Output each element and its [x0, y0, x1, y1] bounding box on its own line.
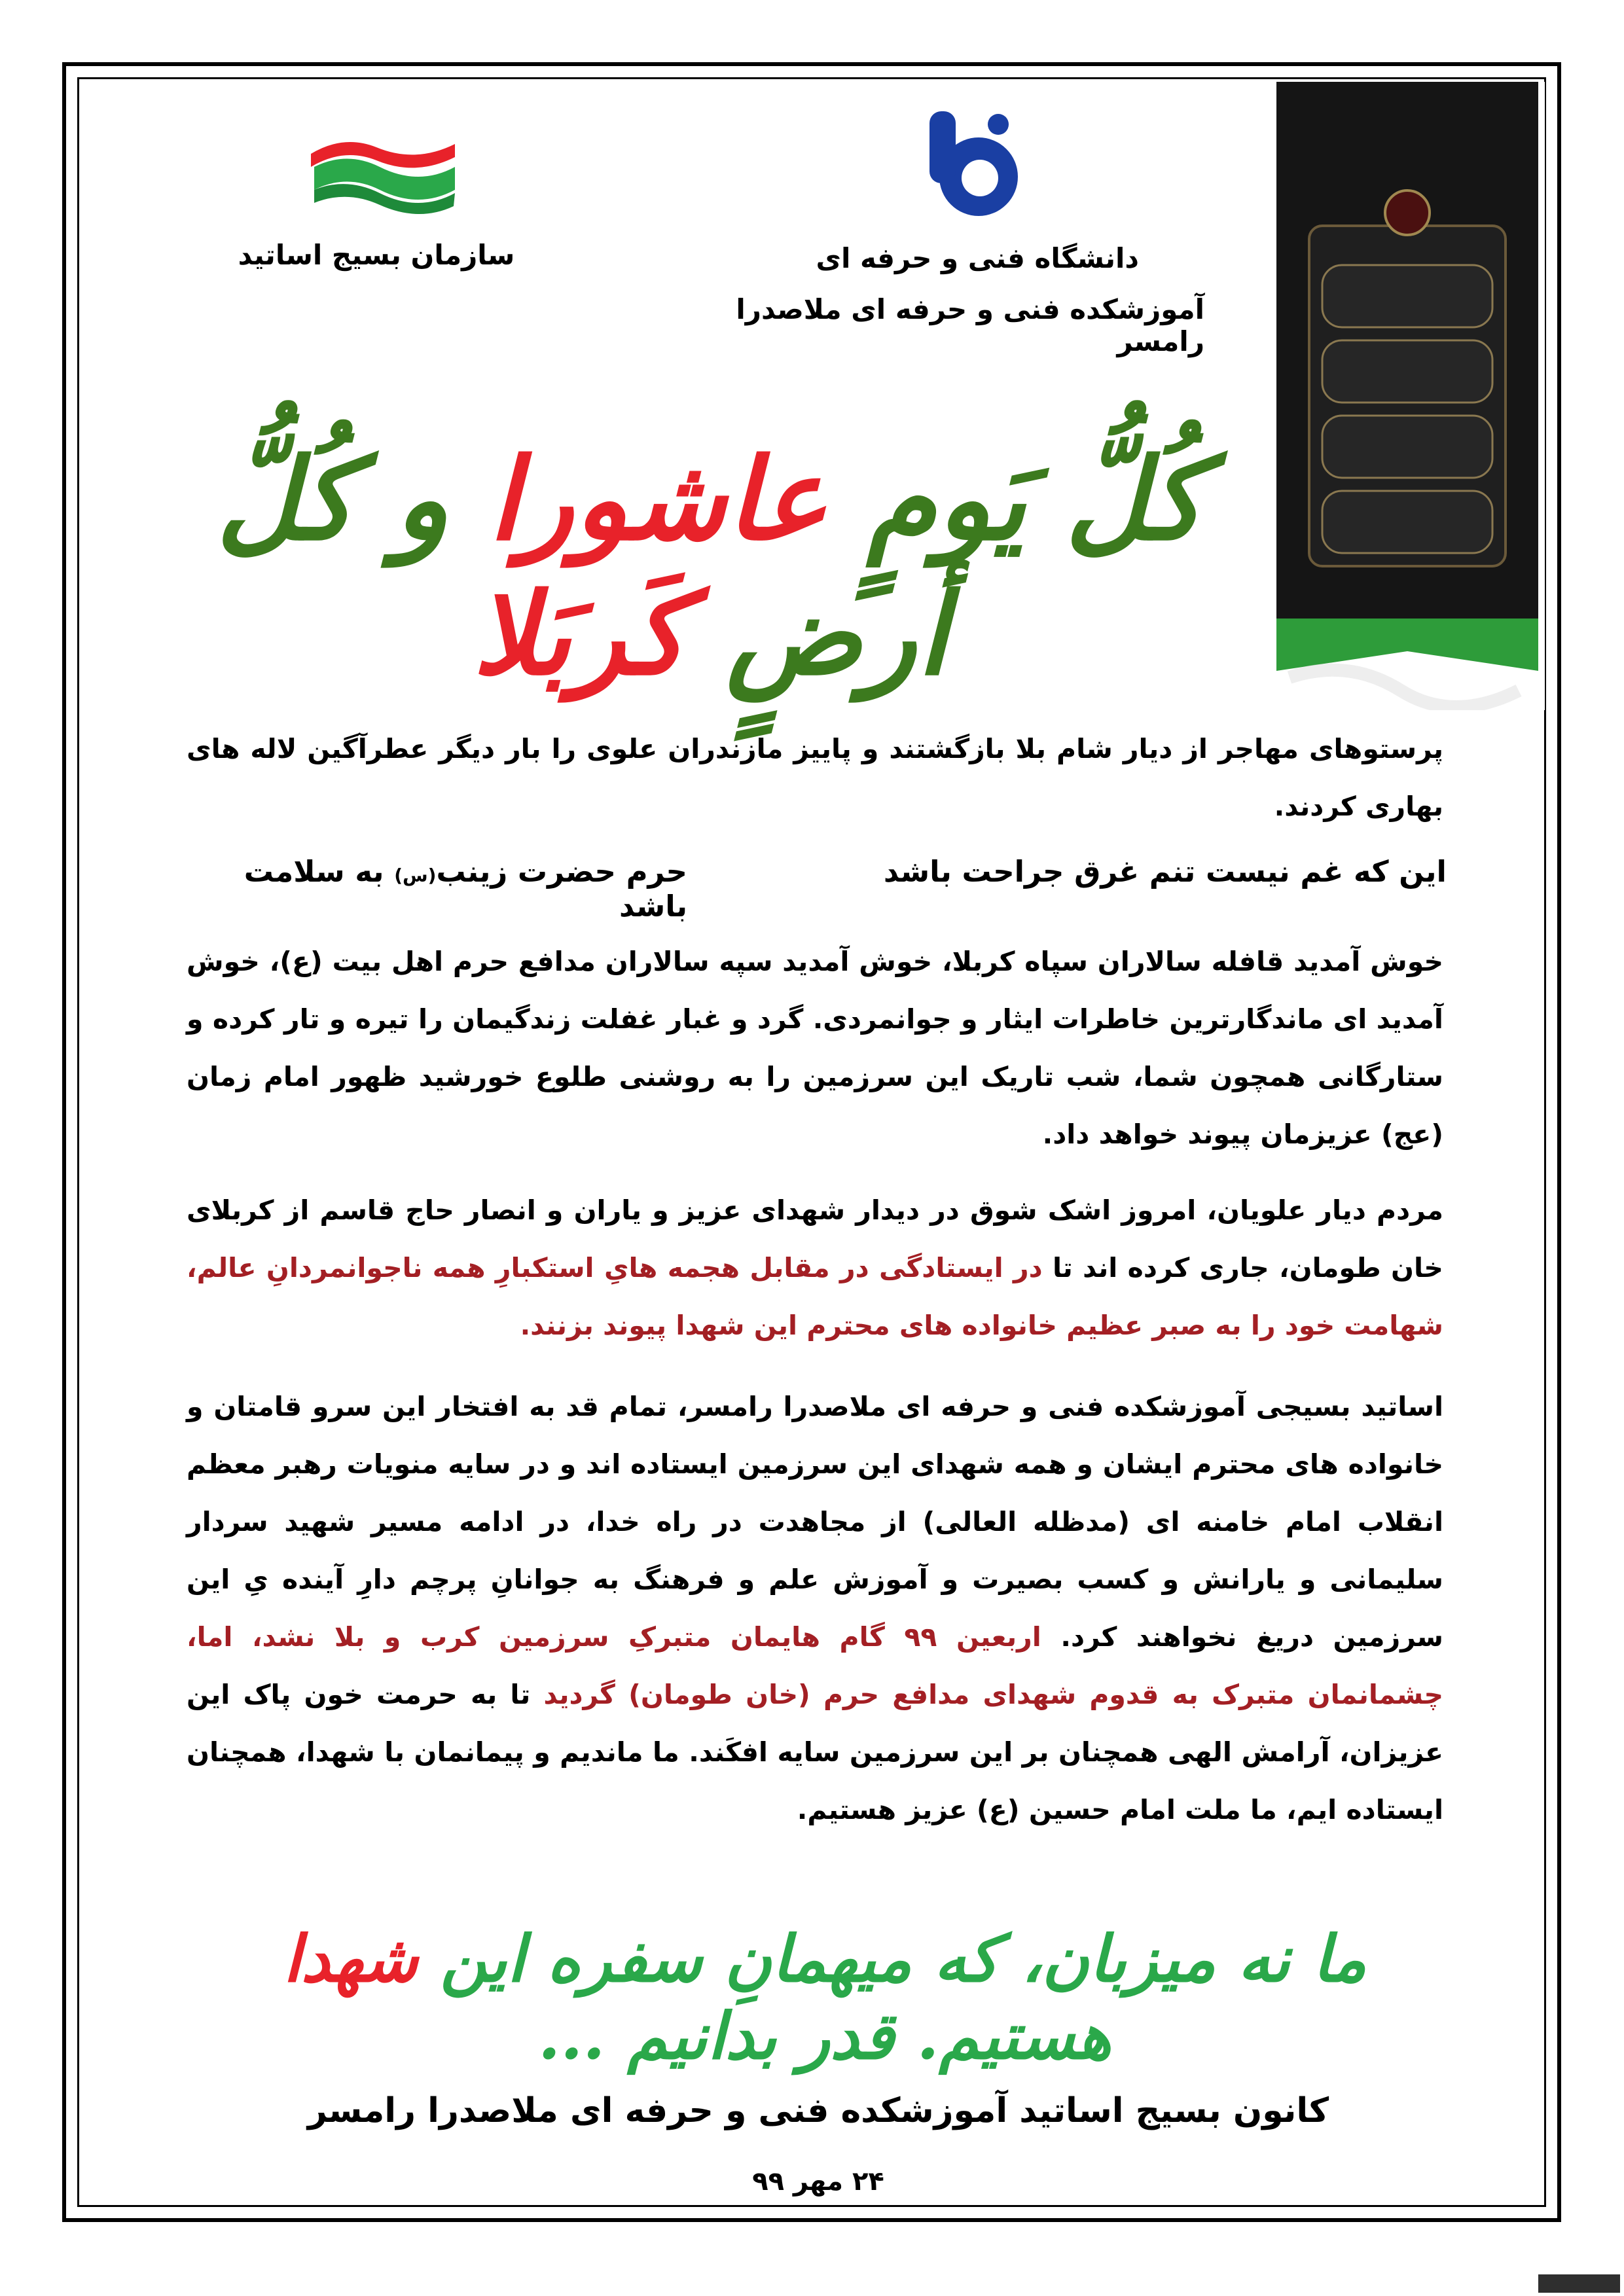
- p4-text-b: تا به حرمت خون پاک این عزیزان، آرامش الهی همچنان بر این سرزمین سایه افکَند. ما ماندیم و پیمانمان با شهدا، همچنان ایستاده ایم، ما ملت امام حسین (ع) عزیز هستیم.: [187, 1679, 1443, 1825]
- closing-part-1: ما نه میزبان، که میهمانِ سفره این: [418, 1922, 1367, 1997]
- paragraph-2: خوش آمدید قافله سالاران سپاه کربلا، خوش آمدید سپه سالاران مدافع حرم اهل بیت (ع)، خوش آمدید ای ماندگارترین خاطرات ایثار و جوانمردی. گرد و غبار غفلت زندگیمان را تیره و تار کرده و ستارگانی همچون شما، شب تاریک این سرزمین را به روشنی طلوع خورشید ظهور امام زمان (عج) عزیزمان پیوند خواهد داد.: [187, 946, 1443, 1150]
- poem-hemistich-1: این که غم نیست تنم غرق جراحت باشد: [883, 854, 1447, 889]
- paragraph-1: پرستوهای مهاجر از دیار شام بلا بازگشتند و پاییز مازندران علوی را بار دیگر عطرآگین لاله های بهاری کردند.: [187, 733, 1443, 822]
- headline-quote: [170, 432, 1250, 702]
- p4-red-text: اربعین ۹۹ گام هایمان متبرکِ سرزمین کرب و بلا نشد، اما، چشمانمان متبرک به قدوم شهدای مدافع حرم (خان طومان) گردید: [187, 1621, 1443, 1710]
- date: ۲۴ مهر ۹۹: [752, 2166, 884, 2197]
- headline-part-4: کَربَلا: [473, 567, 687, 701]
- closing-part-2: شهدا: [283, 1922, 418, 1997]
- p3-text: مردم دیار علویان، امروز اشک شوق در دیدار شهدای عزیز و یاران و انصار حاج قاسم از کربلای خان طومان، جاری کرده اند تا: [187, 1194, 1443, 1283]
- headline-part-3: و کُلُّ أرضٍ: [216, 433, 948, 701]
- basij-asatid-logo: [298, 128, 468, 226]
- university-logo: [907, 98, 1031, 223]
- poem-sup: (س): [394, 865, 437, 886]
- college-name: آموزشکده فنی و حرفه ای ملاصدرا رامسر: [736, 293, 1204, 357]
- poem-hemistich-2: [190, 854, 687, 924]
- p4-text-a: اساتید بسیجی آموزشکده فنی و حرفه ای ملاصدرا رامسر، تمام قد به افتخار این سرو قامتان و خانواده های محترم ایشان و همه شهدای این سرزمین ایستاده اند و در سایه منویات رهبر معظم انقلاب امام خامنه ای (مدظله العالی) از مجاهدت در راه خدا، در ادامه مسیر شهید سردار سلیمانی و یارانش و کسب بصیرت و آموزش علم و فرهنگ به جوانانِ پرچم دارِ آینده یِ این سرزمین دریغ نخواهند کرد.: [187, 1391, 1443, 1653]
- headline-part-2: عاشورا: [488, 433, 828, 565]
- poem-text-b: به سلامت باشد: [244, 854, 687, 924]
- signature: کانون بسیج اساتید آموزشکده فنی و حرفه ای ملاصدرا رامسر: [307, 2091, 1329, 2130]
- p3-red-text: در ایستادگی در مقابل هجمه هایِ استکبارِ همه ناجوانمردانِ عالم، شهامت خود را به صبر عظیم خانواده های محترم این شهدا پیوند بزنند.: [187, 1252, 1443, 1341]
- site-watermark-stamp: [1538, 2274, 1620, 2293]
- university-name: دانشگاه فنی و حرفه ای: [816, 242, 1139, 274]
- muharram-banner-image: [1270, 82, 1545, 710]
- paragraph-3: [187, 1181, 1443, 1354]
- poem-text-a: حرم حضرت زینب: [436, 854, 687, 889]
- org-left-title: سازمان بسیج اساتید: [238, 239, 515, 271]
- closing-part-3: هستیم. قدر بدانیم ...: [538, 1998, 1111, 2074]
- paragraph-4: [187, 1378, 1443, 1839]
- closing-line: [196, 1921, 1453, 2075]
- headline-part-1: کُلُّ یَومٍ: [827, 433, 1204, 565]
